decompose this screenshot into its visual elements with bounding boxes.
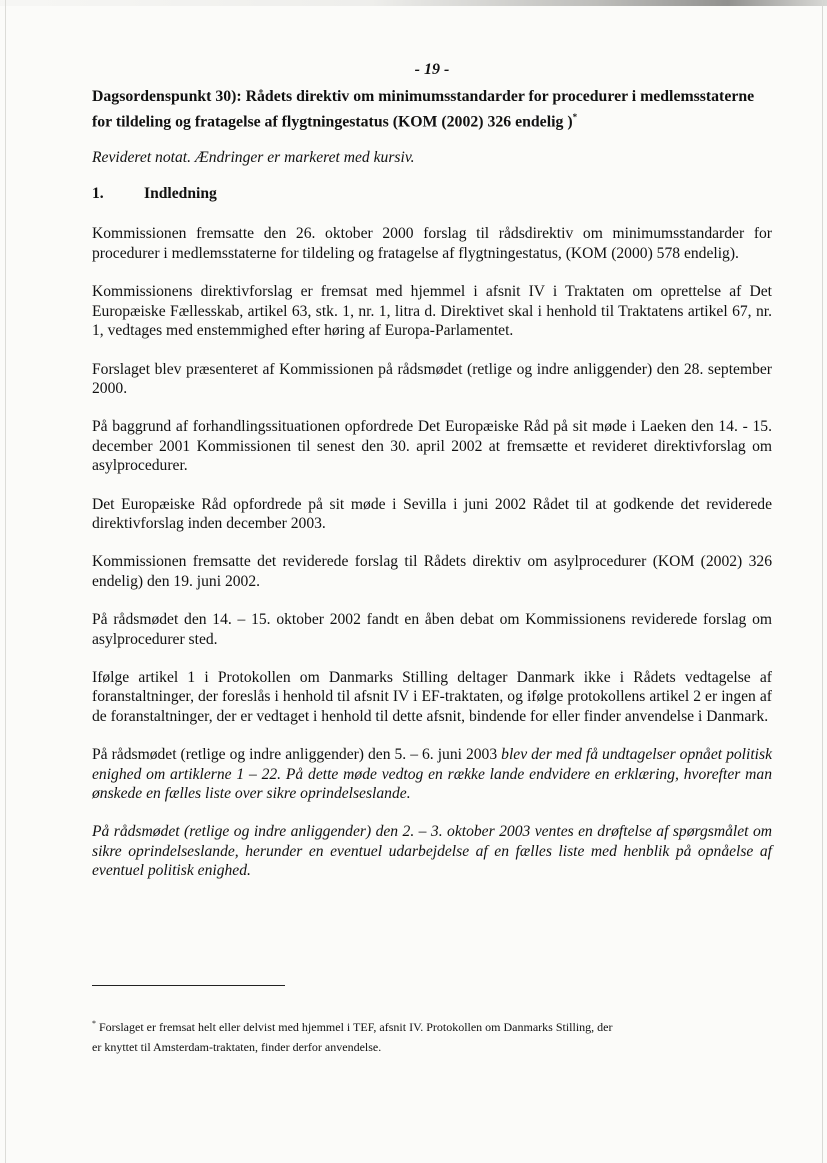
paragraph-9-italic: blev der med få undtagelser opnået politisk enighed om artiklerne 1 – 22. På dette møde vedtog en række lande endvidere en erklæring, hvorefter man ønskede en fælles liste over sikre oprindelseslande. [92, 746, 773, 803]
section-number: 1. [92, 185, 104, 203]
paragraph-9 [92, 745, 772, 803]
paragraph-9-normal: På rådsmødet (retlige og indre anliggender) den 5. – 6. juni 2003 [92, 746, 502, 764]
agenda-title-text: Dagsordenspunkt 30): Rådets direktiv om minimumsstandarder for procedurer i medlemsstaterne for tildeling og fratagelse af flygtningestatus (KOM (2002) 326 endelig ) [92, 88, 755, 131]
page-number: - 19 - [414, 61, 450, 78]
paragraph-8: Ifølge artikel 1 i Protokollen om Danmarks Stilling deltager Danmark ikke i Rådets vedtagelse af foranstaltninger, der foreslås i henhold til afsnit IV i EF-traktaten, og ifølge protokollens artikel 2 er ingen af de foranstaltninger, der er vedtaget i henhold til dette afsnit, bindende for eller finder anvendelse i Danmark. [92, 668, 772, 725]
paragraph-10 [92, 822, 772, 880]
footnote-line-1-text: Forslaget er fremsat helt eller delvist med hjemmel i TEF, afsnit IV. Protokollen om Danmarks Stilling, der [99, 1020, 613, 1034]
scan-right-edge [822, 0, 823, 1163]
paragraph-10-italic: På rådsmødet (retlige og indre anliggender) den 2. – 3. oktober 2003 ventes en drøftelse af spørgsmålet om sikre oprindelseslande, herunder en eventuel udarbejdelse af en fælles liste med henblik på opnåelse af eventuel politisk enighed. [92, 823, 772, 880]
paragraph-3: Forslaget blev præsenteret af Kommissionen på rådsmødet (retlige og indre anliggender) den 28. september 2000. [92, 360, 772, 397]
title-footnote-marker: * [572, 112, 578, 123]
footnote-divider [92, 985, 285, 986]
paragraph-1: Kommissionen fremsatte den 26. oktober 2000 forslag til rådsdirektiv om minimumsstandarder for procedurer i medlemsstaterne for tildeling og fratagelse af flygtningestatus, (KOM (2000) 578 endelig). [92, 225, 772, 262]
revision-note: Revideret notat. Ændringer er markeret med kursiv. [92, 148, 415, 166]
agenda-title [92, 87, 772, 132]
section-title: Indledning [144, 185, 217, 203]
footnote-line-2: er knyttet til Amsterdam-traktaten, finder derfor anvendelse. [92, 1040, 382, 1054]
document-page [92, 60, 772, 900]
footnote-line-1 [92, 1014, 732, 1037]
paragraph-7: På rådsmødet den 14. – 15. oktober 2002 fandt en åben debat om Kommissionens reviderede forslag om asylprocedurer sted. [92, 611, 772, 648]
footnote [92, 1014, 732, 1057]
scan-left-edge [5, 0, 6, 1163]
scan-top-edge [0, 0, 827, 6]
paragraph-2: Kommissionens direktivforslag er fremsat med hjemmel i afsnit IV i Traktaten om oprettelse af Det Europæiske Fællesskab, artikel 63, stk. 1, nr. 1, litra d. Direktivet skal i henhold til Traktatens artikel 67, nr. 1, vedtages med enstemmighed efter høring af Europa-Parlamentet. [92, 283, 772, 340]
paragraph-6: Kommissionen fremsatte det reviderede forslag til Rådets direktiv om asylprocedurer (KOM (2002) 326 endelig) den 19. juni 2002. [92, 553, 772, 590]
paragraph-5: Det Europæiske Råd opfordrede på sit møde i Sevilla i juni 2002 Rådet til at godkende det reviderede direktivforslag inden december 2003. [92, 495, 772, 532]
paragraph-4: På baggrund af forhandlingssituationen opfordrede Det Europæiske Råd på sit møde i Laeken den 14. - 15. december 2001 Kommissionen til senest den 30. april 2002 at fremsætte et revideret direktivforslag om asylprocedurer. [92, 418, 772, 475]
section-heading [92, 184, 772, 203]
footnote-marker: * [92, 1019, 96, 1028]
